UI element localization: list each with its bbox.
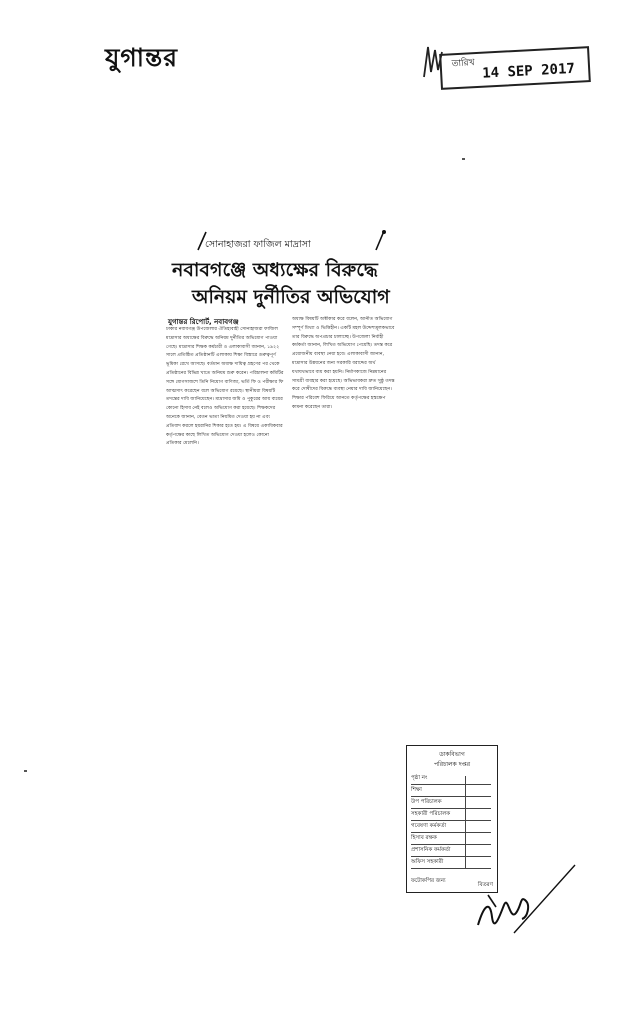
article-headline-line1: নবাবগঞ্জে অধ্যক্ষের বিরুদ্ধে	[172, 259, 378, 281]
newspaper-masthead: যুগান্তর	[105, 43, 179, 72]
scan-speck	[462, 158, 465, 160]
routing-slip-row: প্রশাসনিক কর্মকর্তা	[411, 846, 491, 857]
handwritten-signature	[470, 855, 580, 945]
routing-slip-row: শিক্ষা	[411, 786, 491, 797]
routing-slip-row: সহকারী পরিচালক	[411, 810, 491, 821]
routing-slip-row: উপ পরিচালক	[411, 798, 491, 809]
routing-slip-row: পৃষ্ঠা নং	[411, 774, 491, 785]
article-kicker: সোনাহাজরা ফাজিল মাদ্রাসা	[205, 239, 311, 250]
article-column-left	[166, 326, 284, 658]
routing-slip-footer-2: বিতরণ	[477, 882, 493, 888]
article-byline: যুগান্তর রিপোর্ট, নবাবগঞ্জ	[168, 318, 239, 326]
routing-slip-footer: ফটোকপির জন্য	[411, 878, 446, 884]
article-headline-line2: অনিয়ম দুর্নীতির অভিযোগ	[192, 286, 390, 308]
routing-slip-subtitle: পরিচালক দপ্তর	[433, 761, 471, 768]
routing-slip-row: অফিস সহকারী	[411, 858, 491, 869]
scan-speck	[24, 770, 27, 772]
pen-mark-icon	[373, 228, 387, 252]
routing-slip-row: হিসাব রক্ষক	[411, 834, 491, 845]
article-body-text: ঢাকার নবাবগঞ্জ উপজেলার ঐতিহ্যবাহী সোনাহাজরা ফাজিল মাদ্রাসার অধ্যক্ষের বিরুদ্ধে অনিয়ম দুর্নীতির অভিযোগ পাওয়া গেছে। মাদ্রাসার শিক্ষক কর্মচারী ও এলাকাবাসী জানান, ১৯২২ সালে প্রতিষ্ঠিত প্রতিষ্ঠানটি এলাকায় শিক্ষা বিস্তারে গুরুত্বপূর্ণ ভূমিকা রেখে আসছে। বর্তমান অধ্যক্ষ দায়িত্ব গ্রহণের পর থেকে প্রতিষ্ঠানের বিভিন্ন খাতে অনিয়ম শুরু করেন। পরিচালনা কমিটির সঙ্গে যোগসাজশে তিনি নিয়োগ বাণিজ্য, ভর্তি ফি ও পরীক্ষার ফি আত্মসাৎ করেছেন বলে অভিযোগ রয়েছে। স্থানীয়রা বিষয়টি তদন্তের দাবি জানিয়েছেন। মাদ্রাসার জমি ও পুকুরের আয় ব্যয়ের কোনো হিসাব নেই বলেও অভিযোগ করা হয়েছে। শিক্ষকদের অনেকে জানান, বেতন ভাতা নিয়মিত দেওয়া হয় না এবং প্রতিবাদ করলে হয়রানির শিকার হতে হয়। এ বিষয়ে একাধিকবার কর্তৃপক্ষের কাছে লিখিত অভিযোগ দেওয়া হলেও কোনো প্রতিকার মেলেনি।	[166, 327, 284, 447]
date-stamp-label: তারিখ	[451, 58, 475, 70]
date-stamp-date: 14 SEP 2017	[481, 60, 576, 82]
routing-slip-title: ডাকবিভাগ	[439, 751, 465, 758]
article-body-text: অধ্যক্ষ বিষয়টি অস্বীকার করে বলেন, আনীত অভিযোগ সম্পূর্ণ মিথ্যা ও ভিত্তিহীন। একটি মহল উদ্দেশ্যমূলকভাবে তার বিরুদ্ধে অপপ্রচার চালাচ্ছে। উপজেলা নির্বাহী কর্মকর্তা জানান, লিখিত অভিযোগ পেয়েছি। তদন্ত করে প্রয়োজনীয় ব্যবস্থা নেয়া হবে। এলাকাবাসী জানান, মাদ্রাসার উন্নয়নের জন্য সরকারি বরাদ্দের অর্থ যথাযথভাবে ব্যয় করা হয়নি। নির্মাণকাজে নিম্নমানের সামগ্রী ব্যবহার করা হয়েছে। অভিভাবকরা দ্রুত সুষ্ঠু তদন্ত করে দোষীদের বিরুদ্ধে ব্যবস্থা নেয়ার দাবি জানিয়েছেন। শিক্ষার পরিবেশ ফিরিয়ে আনতে কর্তৃপক্ষের হস্তক্ষেপ কামনা করেছেন তারা।	[292, 317, 395, 410]
article-column-right	[292, 316, 396, 638]
routing-slip-row: গবেষণা কর্মকর্তা	[411, 822, 491, 833]
date-stamp	[439, 46, 591, 90]
